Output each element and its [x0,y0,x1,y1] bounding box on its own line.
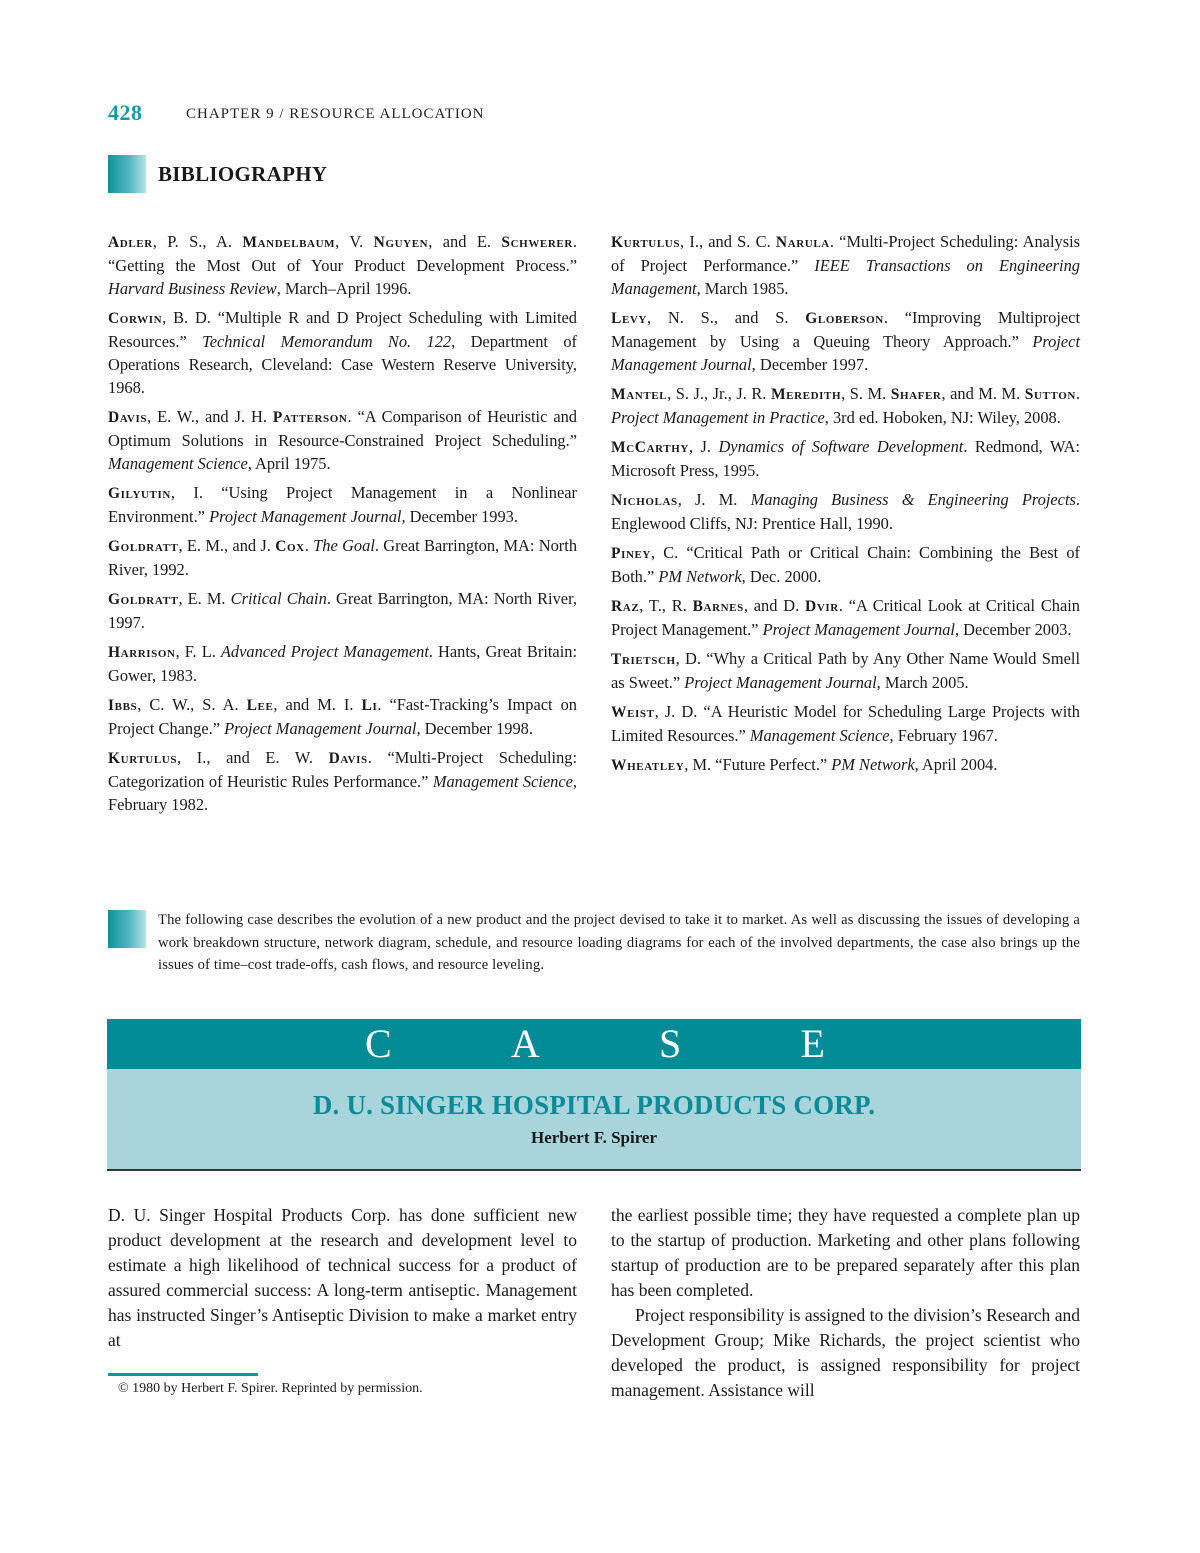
bibliography-entry: McCarthy, J. Dynamics of Software Development. Redmond, WA: Microsoft Press, 1995. [611,437,1080,480]
body-paragraph: Project responsibility is assigned to the division’s Research and Development Group; Mike Richards, the project scientist who developed the product, is assigned responsibility for project management. Assistance will [611,1305,1080,1400]
case-letter: E [800,1021,825,1066]
bibliography-entry: Mantel, S. J., Jr., J. R. Meredith, S. M. Shafer, and M. M. Sutton. Project Management in Practice, 3rd ed. Hoboken, NJ: Wiley, 2008. [611,384,1081,427]
section-marker-icon [108,155,146,193]
bibliography-entry: Goldratt, E. M., and J. Cox. The Goal. Great Barrington, MA: North River, 1992. [108,536,578,579]
section-marker-icon [108,910,146,948]
case-letter: C [365,1021,392,1066]
case-letter: S [659,1021,682,1066]
bibliography-entry: Weist, J. D. “A Heuristic Model for Scheduling Large Projects with Limited Resources.” Management Science, February 1967. [611,702,1080,745]
body-paragraph: D. U. Singer Hospital Products Corp. has done sufficient new product development at the research and development level to estimate a high likelihood of technical success for a product of assured commercial success: A long-term antiseptic. Management has instructed Singer’s Antiseptic Division to make a market entry at [108,1205,577,1350]
bibliography-entry: Piney, C. “Critical Path or Critical Chain: Combining the Best of Both.” PM Network, Dec. 2000. [611,543,1080,586]
bibliography-entry: Kurtulus, I., and S. C. Narula. “Multi-Project Scheduling: Analysis of Project Performance.” IEEE Transactions on Engineering Management, March 1985. [611,232,1081,298]
body-paragraph: the earliest possible time; they have requested a complete plan up to the startup of production. Marketing and other plans following startup of production are to be prepared separately after this plan has been completed. [611,1205,1080,1300]
case-letter: A [510,1021,540,1066]
case-intro: The following case describes the evolution of a new product and the project devised to take it to market. As well as discussing the issues of developing a work breakdown structure, network diagram, schedule, and resource loading diagrams for each of the involved departments, the case also brings up the issues of time–cost trade-offs, cash flows, and resource leveling. [158,912,1080,973]
bibliography-entry: Davis, E. W., and J. H. Patterson. “A Comparison of Heuristic and Optimum Solutions in Resource-Constrained Project Scheduling.” Management Science, April 1975. [108,407,577,473]
case-banner-letters [107,1019,1081,1069]
bibliography-entry: Wheatley, M. “Future Perfect.” PM Network, April 2004. [611,755,998,774]
bibliography-right-column [611,230,1080,783]
chapter-heading: CHAPTER 9 / RESOURCE ALLOCATION [186,106,485,122]
body-right-column [611,1203,1080,1403]
bibliography-entry: Goldratt, E. M. Critical Chain. Great Barrington, MA: North River, 1997. [108,589,577,632]
bibliography-entry: Raz, T., R. Barnes, and D. Dvir. “A Critical Look at Critical Chain Project Management.” Project Management Journal, December 2003. [611,596,1080,639]
case-title: D. U. SINGER HOSPITAL PRODUCTS CORP. [312,1090,876,1120]
footnote: © 1980 by Herbert F. Spirer. Reprinted by permission. [118,1381,423,1396]
bibliography-entry: Harrison, F. L. Advanced Project Management. Hants, Great Britain: Gower, 1983. [108,642,578,685]
bibliography-left-column [108,230,577,822]
bibliography-entry: Trietsch, D. “Why a Critical Path by Any Other Name Would Smell as Sweet.” Project Management Journal, March 2005. [611,649,1080,692]
bibliography-entry: Levy, N. S., and S. Globerson. “Improving Multiproject Management by Using a Queuing Theory Approach.” Project Management Journal, December 1997. [611,308,1080,374]
footnote-rule [108,1373,258,1376]
bibliography-entry: Adler, P. S., A. Mandelbaum, V. Nguyen, and E. Schwerer. “Getting the Most Out of Your Product Development Process.” Harvard Business Review, March–April 1996. [108,232,577,298]
bibliography-entry: Gilyutin, I. “Using Project Management in a Nonlinear Environment.” Project Management Journal, December 1993. [108,483,577,526]
page-number: 428 [108,100,143,125]
bibliography-entry: Nicholas, J. M. Managing Business & Engineering Projects. Englewood Cliffs, NJ: Prentice Hall, 1990. [611,490,1080,533]
bibliography-title: BIBLIOGRAPHY [158,162,328,186]
case-author: Herbert F. Spirer [530,1128,658,1147]
body-left-column [108,1203,577,1353]
bibliography-entry: Ibbs, C. W., S. A. Lee, and M. I. Li. “Fast-Tracking’s Impact on Project Change.” Project Management Journal, December 1998. [108,695,578,738]
bibliography-entry: Corwin, B. D. “Multiple R and D Project Scheduling with Limited Resources.” Technical Memorandum No. 122, Department of Operations Research, Cleveland: Case Western Reserve University, 1968. [108,308,577,397]
bibliography-entry: Kurtulus, I., and E. W. Davis. “Multi-Project Scheduling: Categorization of Heuristic Rules Performance.” Management Science, February 1982. [108,748,578,814]
